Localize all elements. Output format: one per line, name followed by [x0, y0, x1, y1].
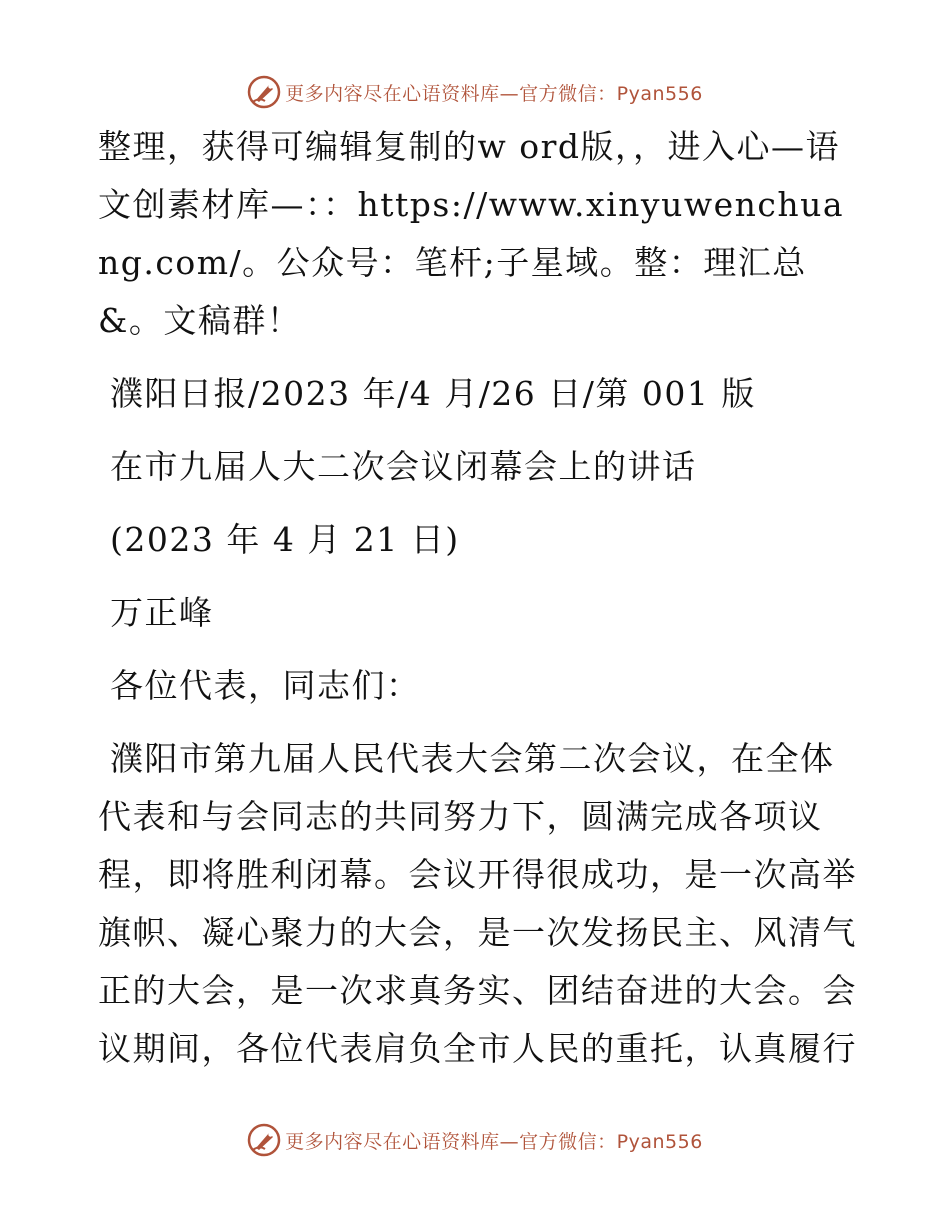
salutation: 各位代表，同志们：	[110, 666, 421, 705]
speech-title: 在市九届人大二次会议闭幕会上的讲话	[110, 447, 697, 486]
publication-line: 濮阳日报/2023 年/4 月/26 日/第 001 版	[110, 374, 756, 413]
document-body	[98, 118, 858, 1078]
footer-watermark-text: 更多内容尽在心语资料库—官方微信：Pyan556	[285, 1130, 703, 1153]
body-paragraph: 濮阳市第九届人民代表大会第二次会议，在全体代表和与会同志的共同努力下，圆满完成各项议程，即将胜利闭幕。会议开得很成功，是一次高举旗帜、凝心聚力的大会，是一次发扬民主、风清气正的大会，是一次求真务实、团结奋进的大会。会议期间，各位代表肩负全市人民的重托，认真履行	[98, 739, 857, 1068]
pen-nib-logo-icon	[247, 1123, 281, 1157]
header-watermark-banner	[0, 72, 950, 112]
source-note-paragraph: 整理，获得可编辑复制的w ord版，，进入心—语文创素材库—：：https://www.xinyuwenchuang.com/。公众号：笔杆;子星域。整：理汇总&。文稿群！	[98, 127, 845, 340]
header-watermark-text: 更多内容尽在心语资料库—官方微信：Pyan556	[285, 82, 703, 105]
speaker-name: 万正峰	[110, 593, 214, 632]
footer-watermark-banner	[0, 1120, 950, 1160]
speech-date: (2023 年 4 月 21 日)	[110, 520, 460, 559]
pen-nib-logo-icon	[247, 75, 281, 109]
